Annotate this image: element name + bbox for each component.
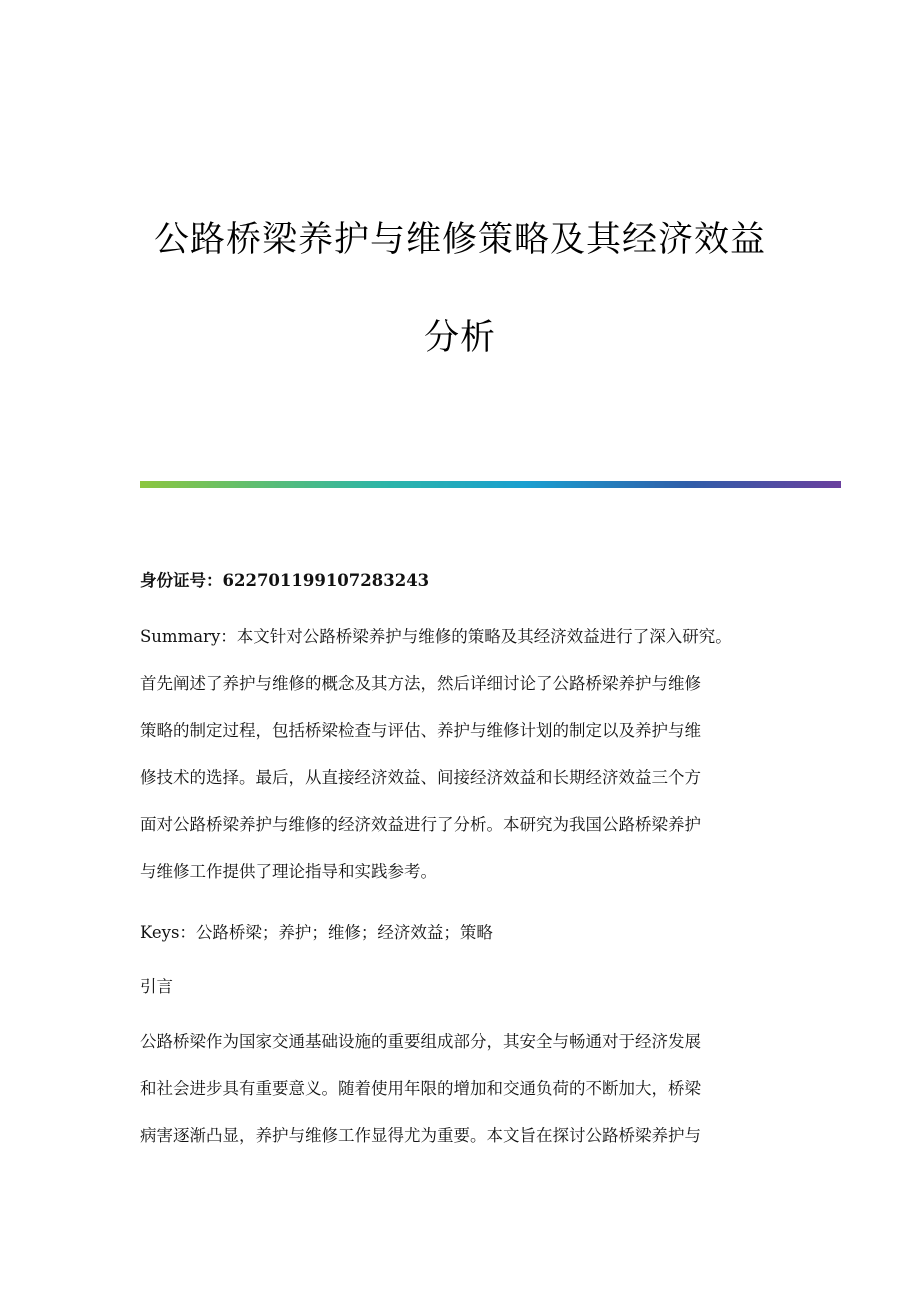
intro-paragraph [140,1018,780,1159]
intro-line: 病害逐渐凸显，养护与维修工作显得尤为重要。本文旨在探讨公路桥梁养护与 [140,1126,701,1145]
summary-line: 策略的制定过程，包括桥梁检查与评估、养护与维修计划的制定以及养护与维 [140,721,701,740]
summary-line: 修技术的选择。最后，从直接经济效益、间接经济效益和长期经济效益三个方 [140,768,701,787]
intro-line: 公路桥梁作为国家交通基础设施的重要组成部分，其安全与畅通对于经济发展 [140,1032,701,1051]
summary-paragraph [140,613,780,895]
summary-line: Summary：本文针对公路桥梁养护与维修的策略及其经济效益进行了深入研究。 [140,627,732,646]
intro-line: 和社会进步具有重要意义。随着使用年限的增加和交通负荷的不断加大，桥梁 [140,1079,701,1098]
summary-line: 首先阐述了养护与维修的概念及其方法，然后详细讨论了公路桥梁养护与维修 [140,674,701,693]
document-title-line-1: 公路桥梁养护与维修策略及其经济效益 [153,220,766,260]
document-title-line-2: 分析 [423,318,496,358]
id-number-label: 身份证号： [140,571,223,590]
intro-heading: 引言 [140,977,173,996]
id-number-line [140,557,780,604]
summary-line: 与维修工作提供了理论指导和实践参考。 [140,862,437,881]
summary-line: 面对公路桥梁养护与维修的经济效益进行了分析。本研究为我国公路桥梁养护 [140,815,701,834]
id-number-value: 622701199107283243 [222,571,430,590]
keywords-line: Keys：公路桥梁；养护；维修；经济效益；策略 [140,923,493,942]
gradient-divider [140,481,841,488]
